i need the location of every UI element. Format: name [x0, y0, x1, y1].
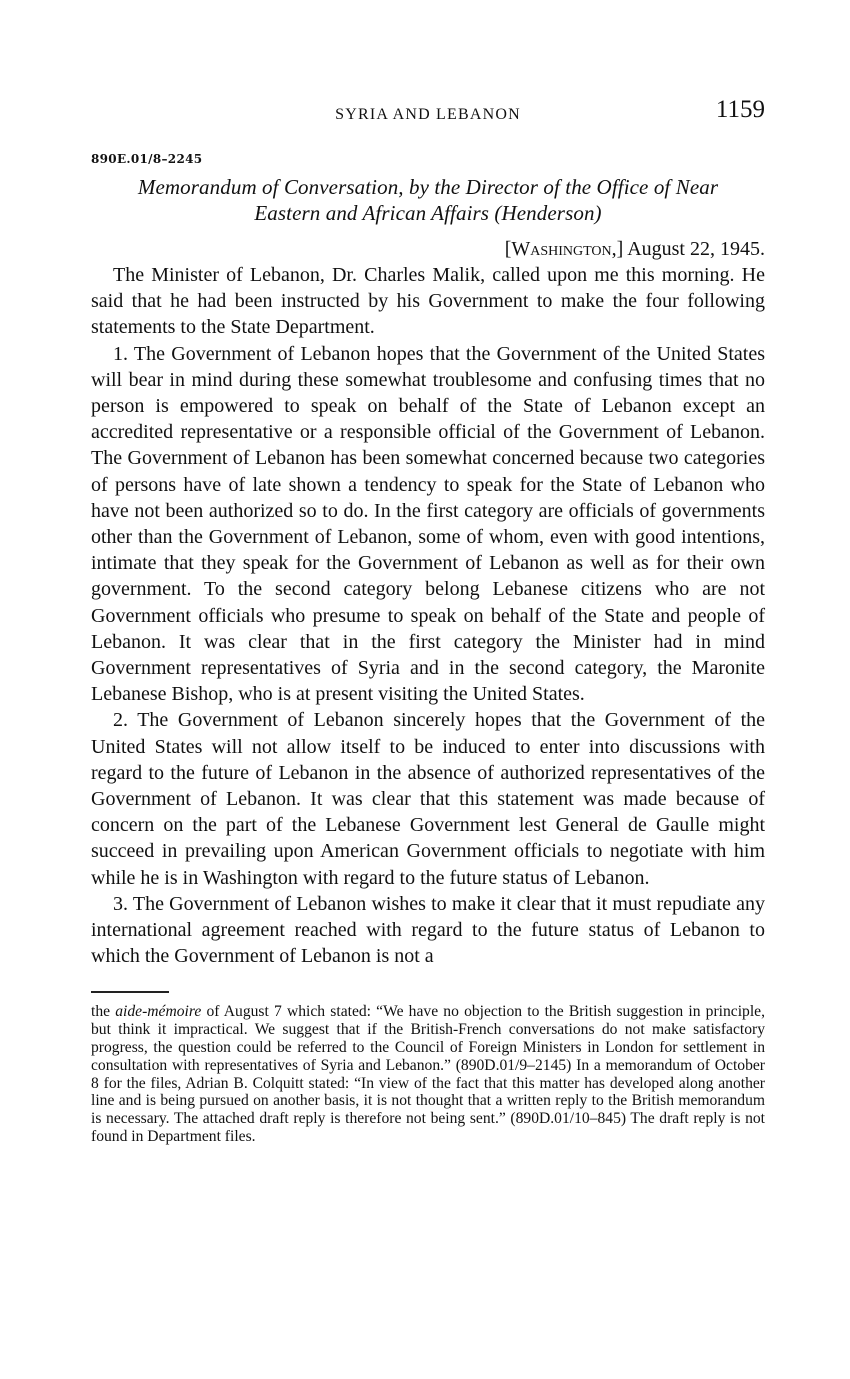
document-title-line-2: Eastern and African Affairs (Henderson) [254, 201, 602, 225]
dateline-place: [Washington,] [504, 238, 624, 260]
page-number: 1159 [715, 96, 765, 123]
file-number: 890E.01/8–2245 [91, 152, 203, 166]
footnote-text: of August 7 which stated: “We have no objection to the British suggestion in principle, but think it impractical. We suggest that if the British-French conversations do not make satisfactory progress, the question could be referred to the Council of Foreign Ministers in London for settlement in consultation with representatives of Syria and Lebanon.” (890D.01/9–2145) In a memorandum of October 8 for the files, Adrian B. Colquitt stated: “In view of the fact that this matter has developed along another line and is being pursued on another basis, it is not thought that a written reply to the British memorandum is necessary. The attached draft reply is therefore not being sent.” (890D.01/10–845) The draft reply is not found in Department files. [91, 1003, 766, 1146]
page-header [91, 96, 765, 130]
document-page [91, 96, 765, 1146]
paragraph-statement-2: 2. The Government of Lebanon sincerely hopes that the Government of the United States will not allow itself to be induced to enter into discussions with regard to the future of Lebanon in the absence of authorized representatives of the Government of Lebanon. It was clear that this statement was made because of concern on the part of the Lebanese Government lest General de Gaulle might succeed in prevailing upon American Government officials to negotiate with him while he is in Washington with regard to the future status of Lebanon. [91, 709, 765, 889]
footnote-lead: the [91, 1003, 116, 1021]
running-head: SYRIA AND LEBANON [335, 106, 521, 123]
document-title [91, 174, 765, 226]
footnote-italic-term: aide-mémoire [115, 1003, 202, 1021]
dateline [91, 236, 765, 262]
paragraph-intro: The Minister of Lebanon, Dr. Charles Malik, called upon me this morning. He said that he had been instructed by his Government to make the four following statements to the State Department. [91, 264, 765, 339]
footnote [91, 1003, 765, 1145]
paragraph-statement-3: 3. The Government of Lebanon wishes to make it clear that it must repudiate any international agreement reached with regard to the future status of Lebanon to which the Government of Lebanon is not a [91, 892, 765, 968]
footnote-divider [91, 991, 169, 993]
body-text [91, 262, 765, 969]
document-title-line-1: Memorandum of Conversation, by the Director of the Office of Near [137, 175, 719, 199]
paragraph-statement-1: 1. The Government of Lebanon hopes that the Government of the United States will bear in mind during these somewhat troublesome and confusing times that no person is empowered to speak on behalf of the State of Lebanon except an accredited representative or a responsible official of the Government of Lebanon. The Government of Lebanon has been somewhat concerned because two categories of persons have of late shown a tendency to speak for the State of Lebanon who have not been authorized so to do. In the first category are officials of governments other than the Government of Lebanon, some of whom, even with good intentions, intimate that they speak for the Government of Lebanon as well as for their own government. To the second category belong Lebanese citizens who are not Government officials who presume to speak on behalf of the State and people of Lebanon. It was clear that in the first category the Minister had in mind Government representatives of Syria and in the second category, the Maronite Lebanese Bishop, who is at present visiting the United States. [91, 342, 765, 706]
dateline-date: August 22, 1945. [627, 238, 765, 260]
